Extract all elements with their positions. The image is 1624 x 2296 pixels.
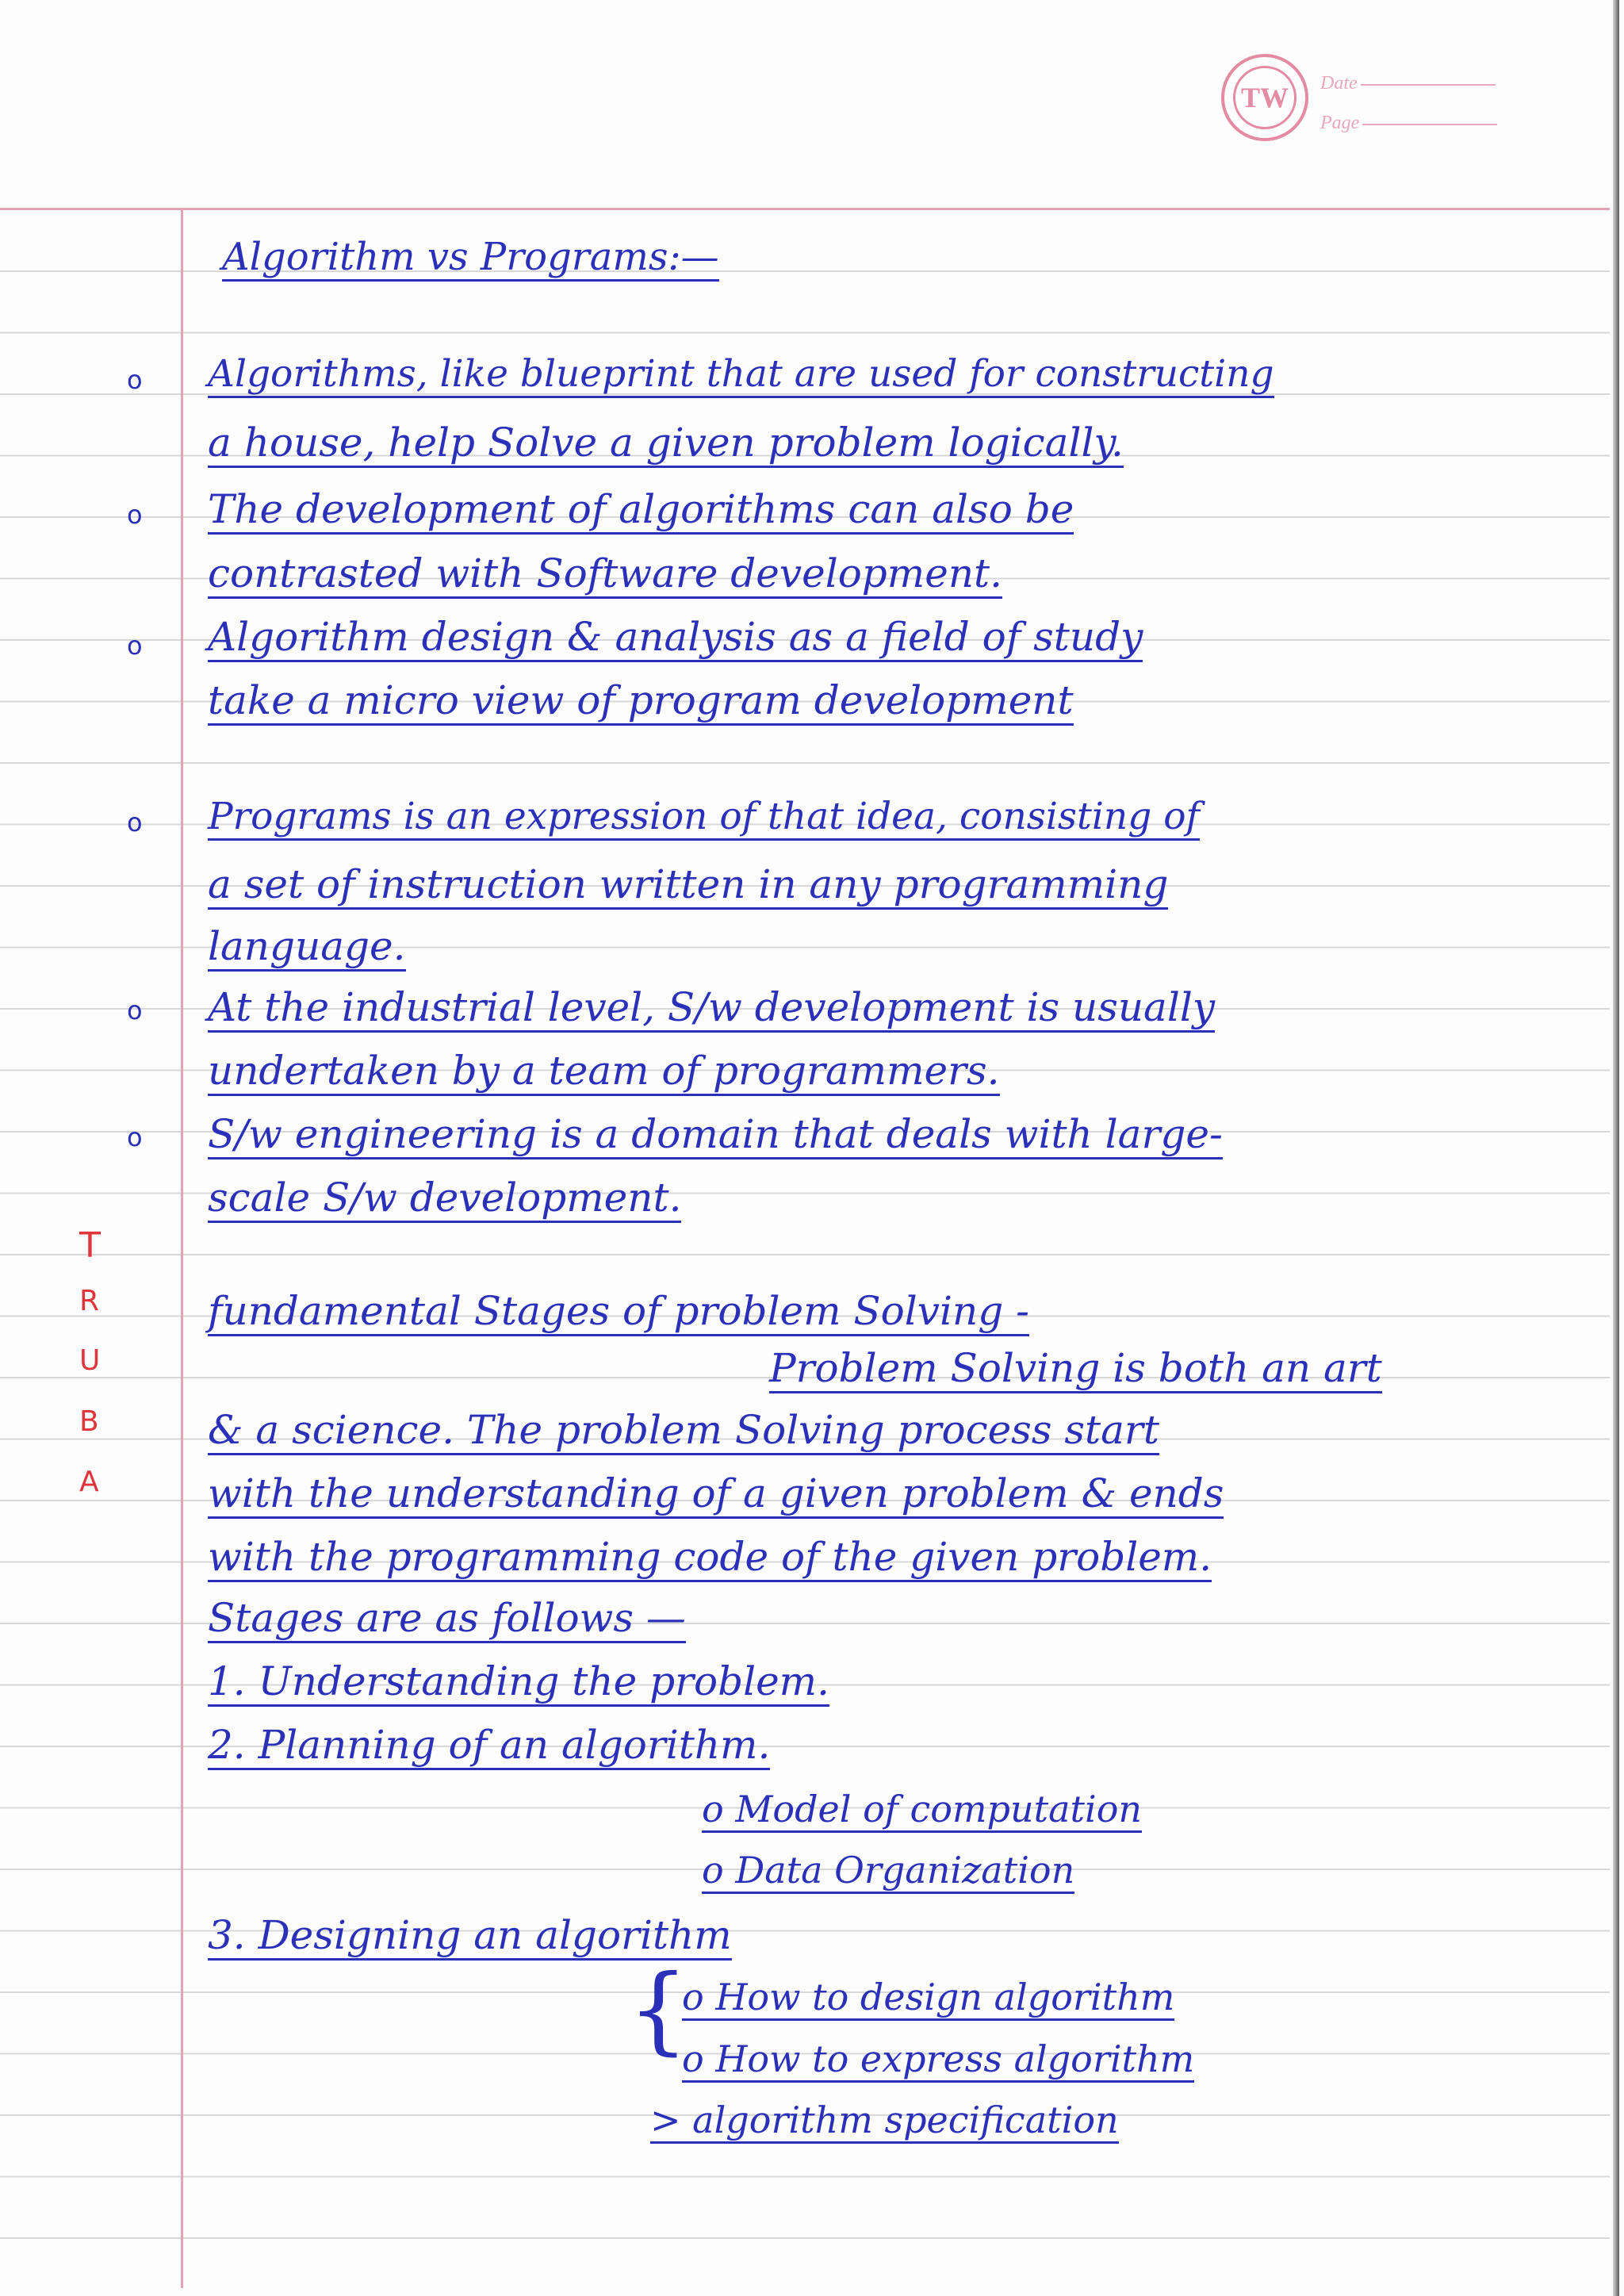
section-heading: fundamental Stages of problem Solving - [208,1291,1029,1336]
text-line: Problem Solving is both an art [769,1348,1382,1393]
bullet-marker: o [127,365,143,395]
text-line: with the understanding of a given problem & ends [208,1474,1224,1519]
step-item: 1. Understanding the problem. [208,1662,829,1707]
bullet-marker: o [127,995,143,1025]
date-label: Date [1320,73,1358,94]
step-item: 2. Planning of an algorithm. [208,1725,770,1770]
binding-edge [1613,0,1619,2296]
step-item: 3. Designing an algorithm [208,1915,732,1961]
text-line: & a science. The problem Solving process start [208,1410,1159,1455]
bullet-marker: o [127,500,143,530]
text-line: At the industrial level, S/w development is usually [208,987,1215,1033]
margin-letter: T [79,1225,101,1266]
sub-step-item: o Data Organization [702,1852,1074,1894]
text-line: take a micro view of program development [208,680,1074,726]
text-line: Algorithms, like blueprint that are used for constructing [208,355,1274,398]
margin-line [181,210,183,2288]
margin-letter: U [79,1344,101,1377]
date-field [1320,73,1496,94]
text-line: language. [208,926,406,972]
margin-letter: R [79,1285,100,1317]
text-line: a set of instruction written in any programming [208,864,1168,910]
text-line: Programs is an expression of that idea, consisting of [208,798,1200,841]
sub-step-item: o How to design algorithm [682,1979,1174,2021]
margin-letter: A [79,1466,99,1498]
text-line: contrasted with Software development. [208,554,1002,599]
grouping-brace: { [628,1955,689,2065]
page-title: Algorithm vs Programs:— [222,238,719,282]
text-line: The development of algorithms can also be [208,489,1074,535]
top-margin-rule [0,208,1610,210]
text-line: with the programming code of the given problem. [208,1537,1212,1582]
bullet-marker: o [127,631,143,661]
text-line: scale S/w development. [208,1178,681,1223]
text-line: a house, help Solve a given problem logically. [208,423,1124,468]
page-label: Page [1320,113,1360,133]
notebook-logo [1221,54,1308,141]
sub-step-item: o Model of computation [702,1791,1142,1833]
bullet-marker: o [127,1122,143,1152]
text-line: undertaken by a team of programmers. [208,1051,1000,1096]
text-line: Algorithm design & analysis as a field of study [208,617,1143,662]
logo-text: TW [1233,66,1297,129]
sub-step-item: > algorithm specification [650,2102,1119,2144]
page-number-field [1320,113,1497,134]
text-line: S/w engineering is a domain that deals with large- [208,1114,1223,1159]
bullet-marker: o [127,807,143,838]
text-line: Stages are as follows — [208,1598,686,1643]
margin-letter: B [79,1405,99,1438]
sub-step-item: o How to express algorithm [682,2041,1194,2083]
